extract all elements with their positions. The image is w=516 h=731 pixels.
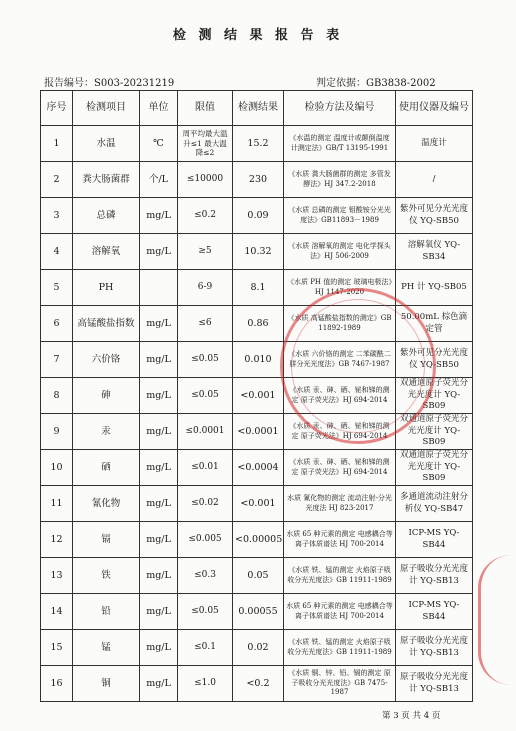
table-row (41, 522, 473, 558)
cell-seq: 13 (41, 558, 73, 594)
cell-limit: ≤0.005 (178, 522, 233, 558)
cell-result: <0.0001 (233, 414, 284, 450)
header-instrument: 使用仪器及编号 (396, 91, 473, 126)
cell-limit: ≤0.01 (178, 450, 233, 486)
cell-method: 《水质 铁、锰的测定 火焰原子吸收分光光度法》GB 11911-1989 (284, 630, 396, 666)
cell-result: 0.05 (233, 558, 284, 594)
cell-seq: 8 (41, 378, 73, 414)
cell-instrument: 多通道流动注射分析仪 YQ-SB47 (396, 486, 473, 522)
table-row (41, 198, 473, 234)
cell-result: 0.010 (233, 342, 284, 378)
cell-seq: 5 (41, 270, 73, 306)
table-row (41, 666, 473, 702)
cell-seq: 16 (41, 666, 73, 702)
table-row (41, 306, 473, 342)
cell-instrument: 双通道原子荧光分光光度计 YQ-SB09 (396, 414, 473, 450)
table-row (41, 162, 473, 198)
header-seq: 序号 (41, 91, 73, 126)
cell-unit: mg/L (140, 630, 178, 666)
cell-seq: 2 (41, 162, 73, 198)
cell-item: 铁 (73, 558, 140, 594)
cell-unit: mg/L (140, 558, 178, 594)
cell-instrument: 双通道原子荧光分光光度计 YQ-SB09 (396, 378, 473, 414)
cell-instrument: PH 计 YQ-SB05 (396, 270, 473, 306)
cell-unit: mg/L (140, 306, 178, 342)
report-title: 检 测 结 果 报 告 表 (172, 28, 344, 43)
cell-unit: mg/L (140, 378, 178, 414)
judgment-basis: 判定依据：GB3838-2002 (316, 78, 436, 89)
table-row (41, 558, 473, 594)
cell-result: 0.09 (233, 198, 284, 234)
cell-unit: mg/L (140, 414, 178, 450)
cell-result: <0.00005 (233, 522, 284, 558)
page-edge-seal (478, 555, 511, 685)
cell-seq: 14 (41, 594, 73, 630)
results-table (40, 90, 473, 702)
cell-seq: 1 (41, 126, 73, 162)
table-row (41, 450, 473, 486)
table-row (41, 342, 473, 378)
cell-result: 8.1 (233, 270, 284, 306)
cell-instrument: 温度计 (396, 126, 473, 162)
cell-method: 《水质 粪大肠菌群的测定 多管发酵法》HJ 347.2-2018 (284, 162, 396, 198)
cell-unit: mg/L (140, 666, 178, 702)
cell-method: 《水温的测定 温度计或颠倒温度计测定法》GB/T 13195-1991 (284, 126, 396, 162)
table-row (41, 630, 473, 666)
cell-result: 230 (233, 162, 284, 198)
cell-limit: ≤0.05 (178, 594, 233, 630)
cell-item: 溶解氧 (73, 234, 140, 270)
cell-unit: mg/L (140, 234, 178, 270)
header-row (41, 91, 473, 126)
cell-seq: 4 (41, 234, 73, 270)
cell-limit: ≤0.02 (178, 486, 233, 522)
header-result: 检测结果 (233, 91, 284, 126)
cell-instrument: 溶解氧仪 YQ-SB34 (396, 234, 473, 270)
cell-instrument: / (396, 162, 473, 198)
cell-result: 15.2 (233, 126, 284, 162)
cell-item: 锰 (73, 630, 140, 666)
cell-instrument: 紫外可见分光光度仪 YQ-SB50 (396, 198, 473, 234)
cell-limit: ≤1.0 (178, 666, 233, 702)
cell-limit: 周平均最大温升≤1 最大温降≤2 (178, 126, 233, 162)
cell-result: <0.001 (233, 378, 284, 414)
cell-limit: ≤0.1 (178, 630, 233, 666)
cell-result: 0.02 (233, 630, 284, 666)
table-row (41, 414, 473, 450)
cell-seq: 3 (41, 198, 73, 234)
cell-item: 铅 (73, 594, 140, 630)
cell-method: 《水质 高锰酸盐指数的测定》GB 11892-1989 (284, 306, 396, 342)
header-item: 检测项目 (73, 91, 140, 126)
cell-unit: mg/L (140, 198, 178, 234)
table-body (41, 126, 473, 702)
cell-unit: mg/L (140, 342, 178, 378)
cell-item: 粪大肠菌群 (73, 162, 140, 198)
cell-instrument: 50.00mL 棕色滴定管 (396, 306, 473, 342)
table-row (41, 486, 473, 522)
cell-seq: 12 (41, 522, 73, 558)
cell-item: 六价铬 (73, 342, 140, 378)
cell-method: 《水质 铁、锰的测定 火焰原子吸收分光光度法》GB 11911-1989 (284, 558, 396, 594)
cell-limit: ≤0.3 (178, 558, 233, 594)
cell-seq: 9 (41, 414, 73, 450)
cell-seq: 15 (41, 630, 73, 666)
cell-item: 高锰酸盐指数 (73, 306, 140, 342)
cell-result: <0.001 (233, 486, 284, 522)
cell-item: PH (73, 270, 140, 306)
cell-item: 水温 (73, 126, 140, 162)
cell-result: 10.32 (233, 234, 284, 270)
table-row (41, 378, 473, 414)
cell-limit: ≤0.05 (178, 378, 233, 414)
table-row (41, 126, 473, 162)
cell-instrument: 原子吸收分光光度计 YQ-SB13 (396, 630, 473, 666)
cell-unit: ℃ (140, 126, 178, 162)
cell-limit: ≤0.0001 (178, 414, 233, 450)
cell-item: 砷 (73, 378, 140, 414)
cell-item: 镉 (73, 522, 140, 558)
cell-result: 0.00055 (233, 594, 284, 630)
cell-unit: mg/L (140, 486, 178, 522)
cell-limit: ≥5 (178, 234, 233, 270)
cell-seq: 6 (41, 306, 73, 342)
cell-unit: mg/L (140, 594, 178, 630)
cell-seq: 11 (41, 486, 73, 522)
cell-method: 水质 65 种元素的测定 电感耦合等离子体质谱法 HJ 700-2014 (284, 594, 396, 630)
cell-method: 《水质 六价铬的测定 二苯碳酰二肼分光光度法》GB 7467-1987 (284, 342, 396, 378)
cell-instrument: 紫外可见分光光度仪 YQ-SB50 (396, 342, 473, 378)
cell-limit: ≤6 (178, 306, 233, 342)
cell-unit: 个/L (140, 162, 178, 198)
cell-method: 《水质 PH 值的测定 玻璃电极法》HJ 1147-2020 (284, 270, 396, 306)
cell-item: 总磷 (73, 198, 140, 234)
cell-unit: mg/L (140, 522, 178, 558)
cell-unit (140, 270, 178, 306)
cell-limit: ≤0.05 (178, 342, 233, 378)
cell-result: 0.86 (233, 306, 284, 342)
cell-method: 《水质 汞、砷、硒、铋和锑的测定 原子荧光法》HJ 694-2014 (284, 378, 396, 414)
table-row (41, 234, 473, 270)
cell-unit: mg/L (140, 450, 178, 486)
cell-result: <0.2 (233, 666, 284, 702)
cell-method: 《水质 铜、锌、铅、镉的测定 原子吸收分光光度法》GB 7475-1987 (284, 666, 396, 702)
cell-instrument: ICP-MS YQ-SB44 (396, 522, 473, 558)
cell-instrument: ICP-MS YQ-SB44 (396, 594, 473, 630)
cell-item: 铜 (73, 666, 140, 702)
cell-limit: ≤10000 (178, 162, 233, 198)
cell-instrument: 原子吸收分光光度计 YQ-SB13 (396, 558, 473, 594)
table-row (41, 270, 473, 306)
header-method: 检验方法及编号 (284, 91, 396, 126)
cell-instrument: 双通道原子荧光分光光度计 YQ-SB09 (396, 450, 473, 486)
report-number: 报告编号：S003-20231219 (44, 78, 175, 89)
cell-method: 《水质 溶解氧的测定 电化学探头法》HJ 506-2009 (284, 234, 396, 270)
cell-limit: 6-9 (178, 270, 233, 306)
table-row (41, 594, 473, 630)
cell-method: 《水质 总磷的测定 钼酸铵分光光度法》GB11893－1989 (284, 198, 396, 234)
cell-method: 水质 氰化物的测定 流动注射-分光光度法 HJ 823-2017 (284, 486, 396, 522)
cell-item: 硒 (73, 450, 140, 486)
cell-item: 汞 (73, 414, 140, 450)
cell-method: 水质 65 种元素的测定 电感耦合等离子体质谱法 HJ 700-2014 (284, 522, 396, 558)
page-number: 第 3 页 共 4 页 (382, 711, 441, 721)
cell-instrument: 原子吸收分光光度计 YQ-SB13 (396, 666, 473, 702)
cell-seq: 7 (41, 342, 73, 378)
cell-result: <0.0004 (233, 450, 284, 486)
cell-seq: 10 (41, 450, 73, 486)
cell-method: 《水质 汞、砷、硒、铋和锑的测定 原子荧光法》HJ 694-2014 (284, 450, 396, 486)
cell-method: 《水质 汞、砷、硒、铋和锑的测定 原子荧光法》HJ 694-2014 (284, 414, 396, 450)
header-unit: 单位 (140, 91, 178, 126)
cell-limit: ≤0.2 (178, 198, 233, 234)
header-limit: 限值 (178, 91, 233, 126)
cell-item: 氰化物 (73, 486, 140, 522)
